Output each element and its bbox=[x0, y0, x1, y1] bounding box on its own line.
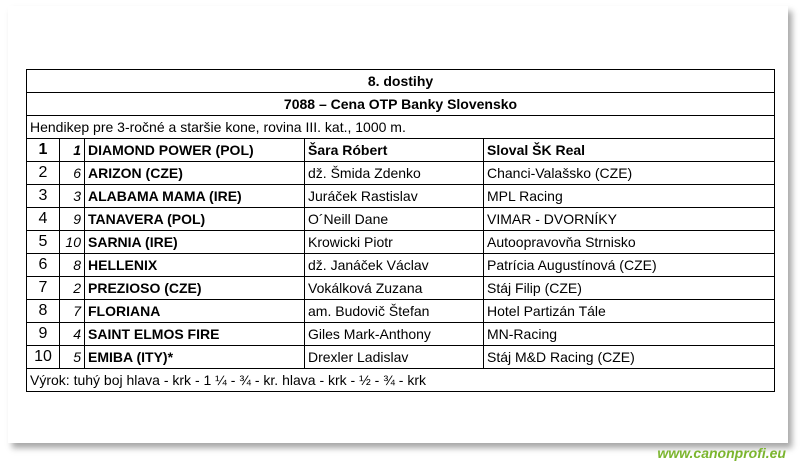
finish-place: 3 bbox=[27, 185, 60, 208]
finish-place: 9 bbox=[27, 323, 60, 346]
horse-name: ALABAMA MAMA (IRE) bbox=[85, 185, 305, 208]
owner-name: Hotel Partizán Tále bbox=[484, 300, 775, 323]
start-number: 3 bbox=[60, 185, 85, 208]
start-number: 6 bbox=[60, 162, 85, 185]
horse-name: FLORIANA bbox=[85, 300, 305, 323]
owner-name: MPL Racing bbox=[484, 185, 775, 208]
start-number: 2 bbox=[60, 277, 85, 300]
jockey-name: am. Budovič Štefan bbox=[305, 300, 484, 323]
result-row bbox=[27, 185, 775, 208]
race-conditions-row bbox=[27, 116, 775, 139]
jockey-name: Vokálková Zuzana bbox=[305, 277, 484, 300]
finish-place: 7 bbox=[27, 277, 60, 300]
race-heading-row bbox=[27, 70, 775, 93]
horse-name: HELLENIX bbox=[85, 254, 305, 277]
start-number: 1 bbox=[60, 139, 85, 162]
horse-name: PREZIOSO (CZE) bbox=[85, 277, 305, 300]
jockey-name: Giles Mark-Anthony bbox=[305, 323, 484, 346]
race-conditions: Hendikep pre 3-ročné a staršie kone, rovina III. kat., 1000 m. bbox=[27, 116, 775, 139]
race-margins: Výrok: tuhý boj hlava - krk - 1 ¼ - ¾ - kr. hlava - krk - ½ - ¾ - krk bbox=[27, 369, 775, 392]
horse-name: SARNIA (IRE) bbox=[85, 231, 305, 254]
horse-name: ARIZON (CZE) bbox=[85, 162, 305, 185]
race-name-row bbox=[27, 93, 775, 116]
horse-name: TANAVERA (POL) bbox=[85, 208, 305, 231]
owner-name: Patrícia Augustínová (CZE) bbox=[484, 254, 775, 277]
owner-name: Autoopravovňa Strnisko bbox=[484, 231, 775, 254]
finish-place: 10 bbox=[27, 346, 60, 369]
owner-name: Chanci-Valašsko (CZE) bbox=[484, 162, 775, 185]
jockey-name: Drexler Ladislav bbox=[305, 346, 484, 369]
result-row bbox=[27, 139, 775, 162]
jockey-name: dž. Janáček Václav bbox=[305, 254, 484, 277]
result-row bbox=[27, 162, 775, 185]
owner-name: Stáj M&D Racing (CZE) bbox=[484, 346, 775, 369]
start-number: 7 bbox=[60, 300, 85, 323]
owner-name: MN-Racing bbox=[484, 323, 775, 346]
result-row bbox=[27, 323, 775, 346]
jockey-name: Krowicki Piotr bbox=[305, 231, 484, 254]
finish-place: 2 bbox=[27, 162, 60, 185]
race-heading: 8. dostihy bbox=[27, 70, 775, 93]
watermark: www.canonprofi.eu bbox=[657, 445, 786, 461]
start-number: 5 bbox=[60, 346, 85, 369]
result-row bbox=[27, 346, 775, 369]
owner-name: Stáj Filip (CZE) bbox=[484, 277, 775, 300]
start-number: 8 bbox=[60, 254, 85, 277]
finish-place: 5 bbox=[27, 231, 60, 254]
margins-row bbox=[27, 369, 775, 392]
result-row bbox=[27, 300, 775, 323]
start-number: 10 bbox=[60, 231, 85, 254]
race-results-table bbox=[26, 69, 775, 392]
owner-name: VIMAR - DVORNÍKY bbox=[484, 208, 775, 231]
horse-name: DIAMOND POWER (POL) bbox=[85, 139, 305, 162]
horse-name: EMIBA (ITY)* bbox=[85, 346, 305, 369]
jockey-name: O´Neill Dane bbox=[305, 208, 484, 231]
race-name: 7088 – Cena OTP Banky Slovensko bbox=[27, 93, 775, 116]
finish-place: 1 bbox=[27, 139, 60, 162]
result-row bbox=[27, 208, 775, 231]
jockey-name: Šara Róbert bbox=[305, 139, 484, 162]
jockey-name: dž. Šmida Zdenko bbox=[305, 162, 484, 185]
start-number: 9 bbox=[60, 208, 85, 231]
jockey-name: Juráček Rastislav bbox=[305, 185, 484, 208]
result-row bbox=[27, 277, 775, 300]
result-row bbox=[27, 254, 775, 277]
finish-place: 4 bbox=[27, 208, 60, 231]
horse-name: SAINT ELMOS FIRE bbox=[85, 323, 305, 346]
finish-place: 6 bbox=[27, 254, 60, 277]
finish-place: 8 bbox=[27, 300, 60, 323]
start-number: 4 bbox=[60, 323, 85, 346]
result-row bbox=[27, 231, 775, 254]
owner-name: Sloval ŠK Real bbox=[484, 139, 775, 162]
